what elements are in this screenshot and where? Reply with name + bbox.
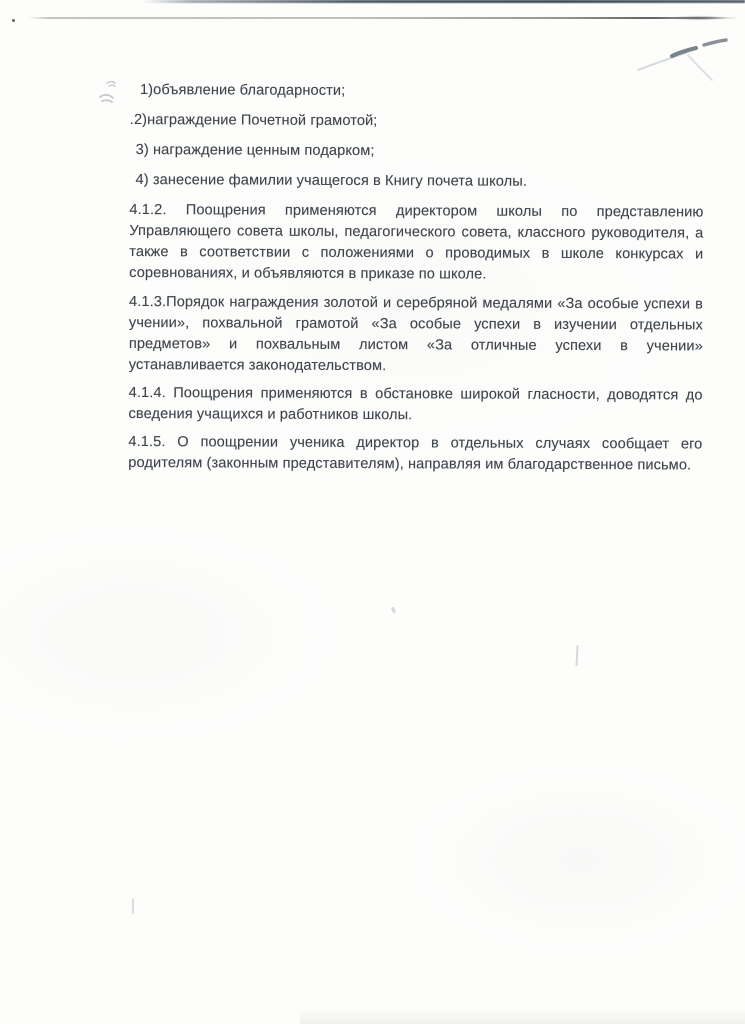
scan-top-edge-line: [142, 0, 745, 3]
margin-scratch-mark: [132, 898, 134, 914]
scan-bottom-shade: [300, 1008, 745, 1024]
scan-fold-line: [28, 17, 738, 19]
paragraph-line: соревнованиях, и объявляются в приказе по школе.: [129, 264, 487, 283]
paragraph-line: 4.1.5. О поощрении ученика директор в отдельных случаях сообщает его: [128, 433, 703, 453]
paragraph-line: родителям (законным представителям), направляя им благодарственное письмо.: [128, 454, 692, 474]
paragraph-4-1-3: [129, 292, 703, 379]
pencil-smudge-icon: [97, 76, 125, 108]
scratch-mark: [575, 645, 578, 666]
document-text-block: [128, 80, 704, 477]
list-item-1: 1)объявление благодарности;: [139, 82, 346, 99]
pen-checkmark-icon: [632, 34, 736, 86]
paragraph-line: учении», похвальной грамотой «За особые успехи в изучении отдельных: [128, 314, 703, 334]
paragraph-line: 4.1.4. Поощрения применяются в обстановке широкой гласности, доводятся до: [128, 384, 703, 404]
paragraph-4-1-5: [128, 432, 702, 477]
list-item-4: 4) занесение фамилии учащегося в Книгу почета школы.: [135, 172, 528, 190]
paragraph-line: 4.1.3.Порядок награждения золотой и серебряной медалями «За особые успехи в: [128, 293, 704, 313]
paragraph-line: также в соответствии с положениями о проводимых в школе конкурсах и: [129, 243, 704, 263]
paragraph-4-1-2: [129, 200, 703, 287]
paragraph-line: устанавливается законодательством.: [128, 356, 387, 375]
ink-dot: [12, 19, 15, 22]
speck-mark: [391, 607, 396, 614]
list-item-3: 3) награждение ценным подарком;: [135, 142, 375, 160]
paragraph-4-1-4: [128, 383, 702, 428]
paragraph-line: сведения учащихся и работников школы.: [128, 405, 413, 424]
paragraph-line: предметов» и похвальным листом «За отличные успехи в учении»: [128, 335, 703, 355]
scan-fold-line-dark-blob: [672, 16, 726, 20]
paragraph-line: 4.1.2. Поощрения применяются директором школы по представлению: [129, 201, 704, 221]
numbered-list: [130, 80, 704, 193]
list-item-2: .2)награждение Почетной грамотой;: [129, 111, 378, 130]
paragraph-line: Управляющего совета школы, педагогического совета, классного руководителя, а: [129, 222, 704, 242]
